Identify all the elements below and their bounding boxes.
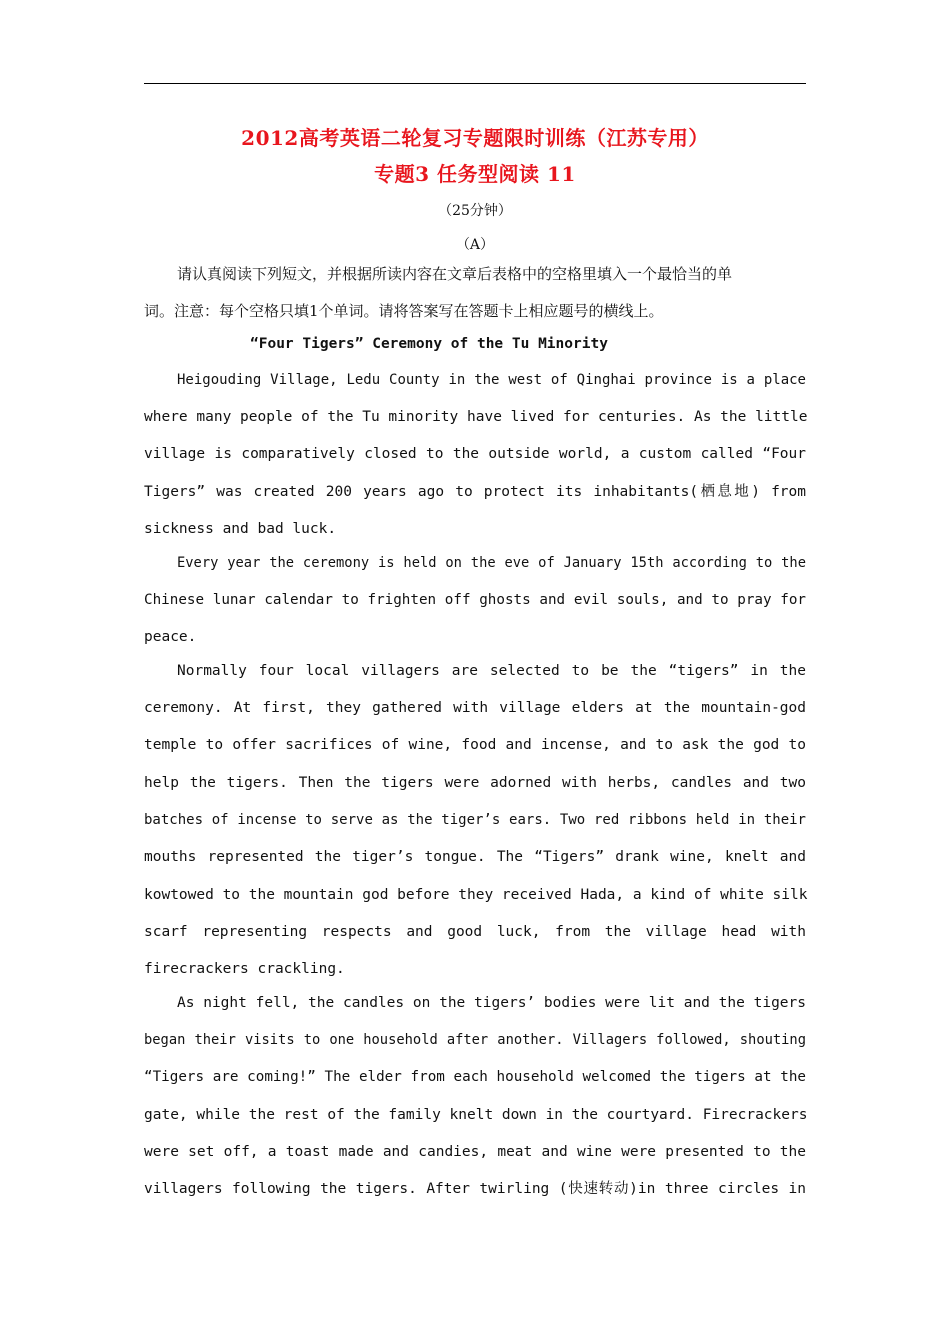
passage-line: Chinese lunar calendar to frighten off ghosts and evil souls, and to pray for: [144, 592, 806, 608]
passage-line: temple to offer sacrifices of wine, food and incense, and to ask the god to: [144, 737, 806, 753]
time-limit: （25分钟）: [438, 203, 512, 219]
section-label: （A）: [455, 237, 495, 253]
document-title: 2012高考英语二轮复习专题限时训练（江苏专用）: [241, 126, 709, 150]
passage-line: batches of incense to serve as the tiger’s ears. Two red ribbons held in their: [144, 812, 806, 828]
instructions-line: 词。注意：每个空格只填1个单词。请将答案写在答题卡上相应题号的横线上。: [144, 302, 664, 320]
passage-line: “Tigers are coming!” The elder from each household welcomed the tigers at the: [144, 1069, 806, 1085]
passage-line: gate, while the rest of the family knelt down in the courtyard. Firecrackers: [144, 1107, 808, 1123]
passage-line: ceremony. At first, they gathered with village elders at the mountain-god: [144, 700, 806, 716]
header-rule: [144, 83, 806, 84]
passage-title: “Four Tigers” Ceremony of the Tu Minority: [250, 336, 608, 352]
passage-line: mouths represented the tiger’s tongue. The “Tigers” drank wine, knelt and: [144, 849, 806, 865]
passage-line: villagers following the tigers. After twirling (快速转动)in three circles in: [144, 1181, 806, 1197]
instructions-line: 请认真阅读下列短文，并根据所读内容在文章后表格中的空格里填入一个最恰当的单: [177, 265, 733, 283]
passage-line: kowtowed to the mountain god before they received Hada, a kind of white silk: [144, 887, 808, 903]
document-subtitle: 专题3 任务型阅读 11: [374, 162, 576, 186]
passage-line: Heigouding Village, Ledu County in the west of Qinghai province is a place: [177, 372, 806, 388]
passage-line: Tigers” was created 200 years ago to protect its inhabitants(栖息地) from: [144, 484, 806, 500]
passage-line: Every year the ceremony is held on the eve of January 15th according to the: [177, 555, 806, 571]
passage-line: peace.: [144, 629, 197, 645]
instructions: [144, 256, 806, 330]
passage-line: where many people of the Tu minority have lived for centuries. As the little: [144, 409, 808, 425]
passage-line: As night fell, the candles on the tigers’ bodies were lit and the tigers: [177, 995, 806, 1011]
passage-line: firecrackers crackling.: [144, 961, 345, 977]
passage-line: village is comparatively closed to the outside world, a custom called “Four: [144, 446, 806, 462]
passage-line: Normally four local villagers are selected to be the “tigers” in the: [177, 663, 806, 679]
passage-line: sickness and bad luck.: [144, 521, 337, 537]
passage-line: help the tigers. Then the tigers were adorned with herbs, candles and two: [144, 775, 806, 791]
passage-line: were set off, a toast made and candies, meat and wine were presented to the: [144, 1144, 806, 1160]
passage-line: scarf representing respects and good luck, from the village head with: [144, 924, 806, 940]
passage-line: began their visits to one household after another. Villagers followed, shouting: [144, 1032, 806, 1048]
